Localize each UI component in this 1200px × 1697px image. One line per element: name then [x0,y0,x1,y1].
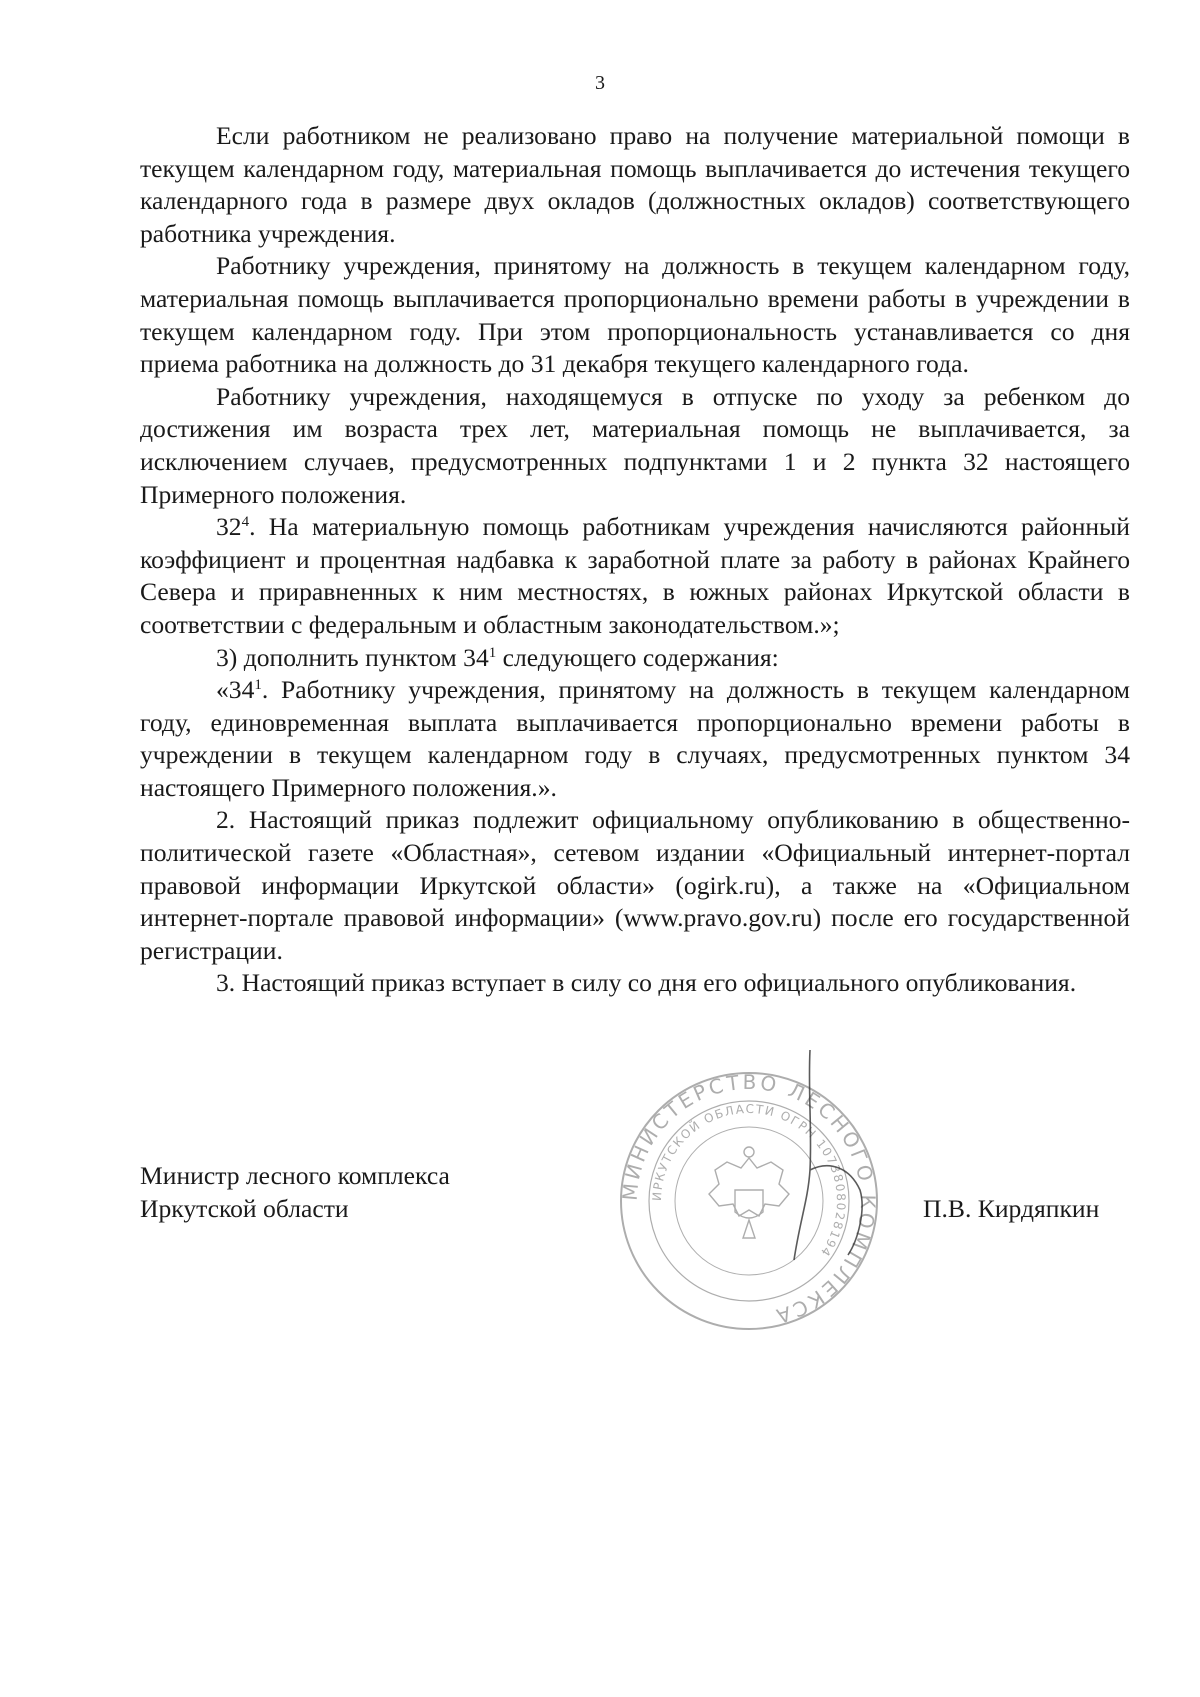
paragraph-32-4 [140,511,1130,641]
seal-outer-text: МИНИСТЕРСТВО ЛЕСНОГО КОМПЛЕКСА [618,1070,880,1330]
clause-number: 32 [216,512,242,542]
signatory-title-line2: Иркутской области [140,1193,349,1223]
signatory-title-line1: Министр лесного комплекса [140,1161,450,1190]
clause-superscript: 1 [254,677,262,694]
clause-text: . Работнику учреждения, принятому на должность в текущем календарном году, единовременная выплата выплачивается пропорционально времени работы в учреждении в текущем календарном году в случаях, предусмотренных пунктом 34 настоящего Примерного положения.». [140,675,1130,802]
clause-number: «34 [216,675,255,705]
signature-icon [790,1050,890,1280]
clause-text-before: 3) дополнить пунктом 34 [216,642,489,672]
coat-of-arms-icon [709,1147,789,1238]
document-body [140,120,1130,1000]
paragraph-material-aid-new-hire: Работнику учреждения, принятому на должность в текущем календарном году, материальная помощь выплачивается пропорционально времени работы в учреждении в текущем календарном году. При этом пропорциональность устанавливается со дня приема работника на должность до 31 декабря текущего календарного года. [140,251,1130,379]
clause-text: . На материальную помощь работникам учреждения начисляются районный коэффициент и процентная надбавка к заработной плате за работу в районах Крайнего Севера и приравненных к ним местностях, в южных районах Иркутской области в соответствии с федеральным и областным законодательством.»; [140,512,1130,639]
signatory-title [140,1160,450,1225]
paragraph-add-34-1 [140,642,1130,675]
clause-text-after: следующего содержания: [496,642,779,672]
signatory-name: П.В. Кирдяпкин [923,1194,1100,1223]
paragraph-material-aid-unused: Если работником не реализовано право на получение материальной помощи в текущем календарном году, материальная помощь выплачивается до истечения текущего календарного года в размере двух окладов (должностных окладов) соответствующего работника учреждения. [140,121,1130,248]
paragraph-material-aid-parental-leave: Работнику учреждения, находящемуся в отпуске по уходу за ребенком до достижения им возраста трех лет, материальная помощь не выплачивается, за исключением случаев, предусмотренных подпунктами 1 и 2 пункта 32 настоящего Примерного положения. [140,381,1130,509]
seal-inner-text: ИРКУТСКОЙ ОБЛАСТИ ОГРН 1073808028194 [649,1101,849,1260]
paragraph-entry-into-force: 3. Настоящий приказ вступает в силу со дня его официального опубликования. [216,968,1077,998]
clause-superscript: 4 [241,514,250,531]
paragraph-34-1 [140,674,1130,804]
clause-superscript: 1 [488,644,497,661]
page-number: 3 [595,72,605,94]
paragraph-publication: 2. Настоящий приказ подлежит официальному опубликованию в общественно-политической газете «Областная», сетевом издании «Официальный интернет-портал правовой информации Иркутской области» (ogirk.ru), а также на «Официальном интернет-портале правовой информации» (www.pravo.gov.ru) после его государственной регистрации. [140,805,1130,965]
